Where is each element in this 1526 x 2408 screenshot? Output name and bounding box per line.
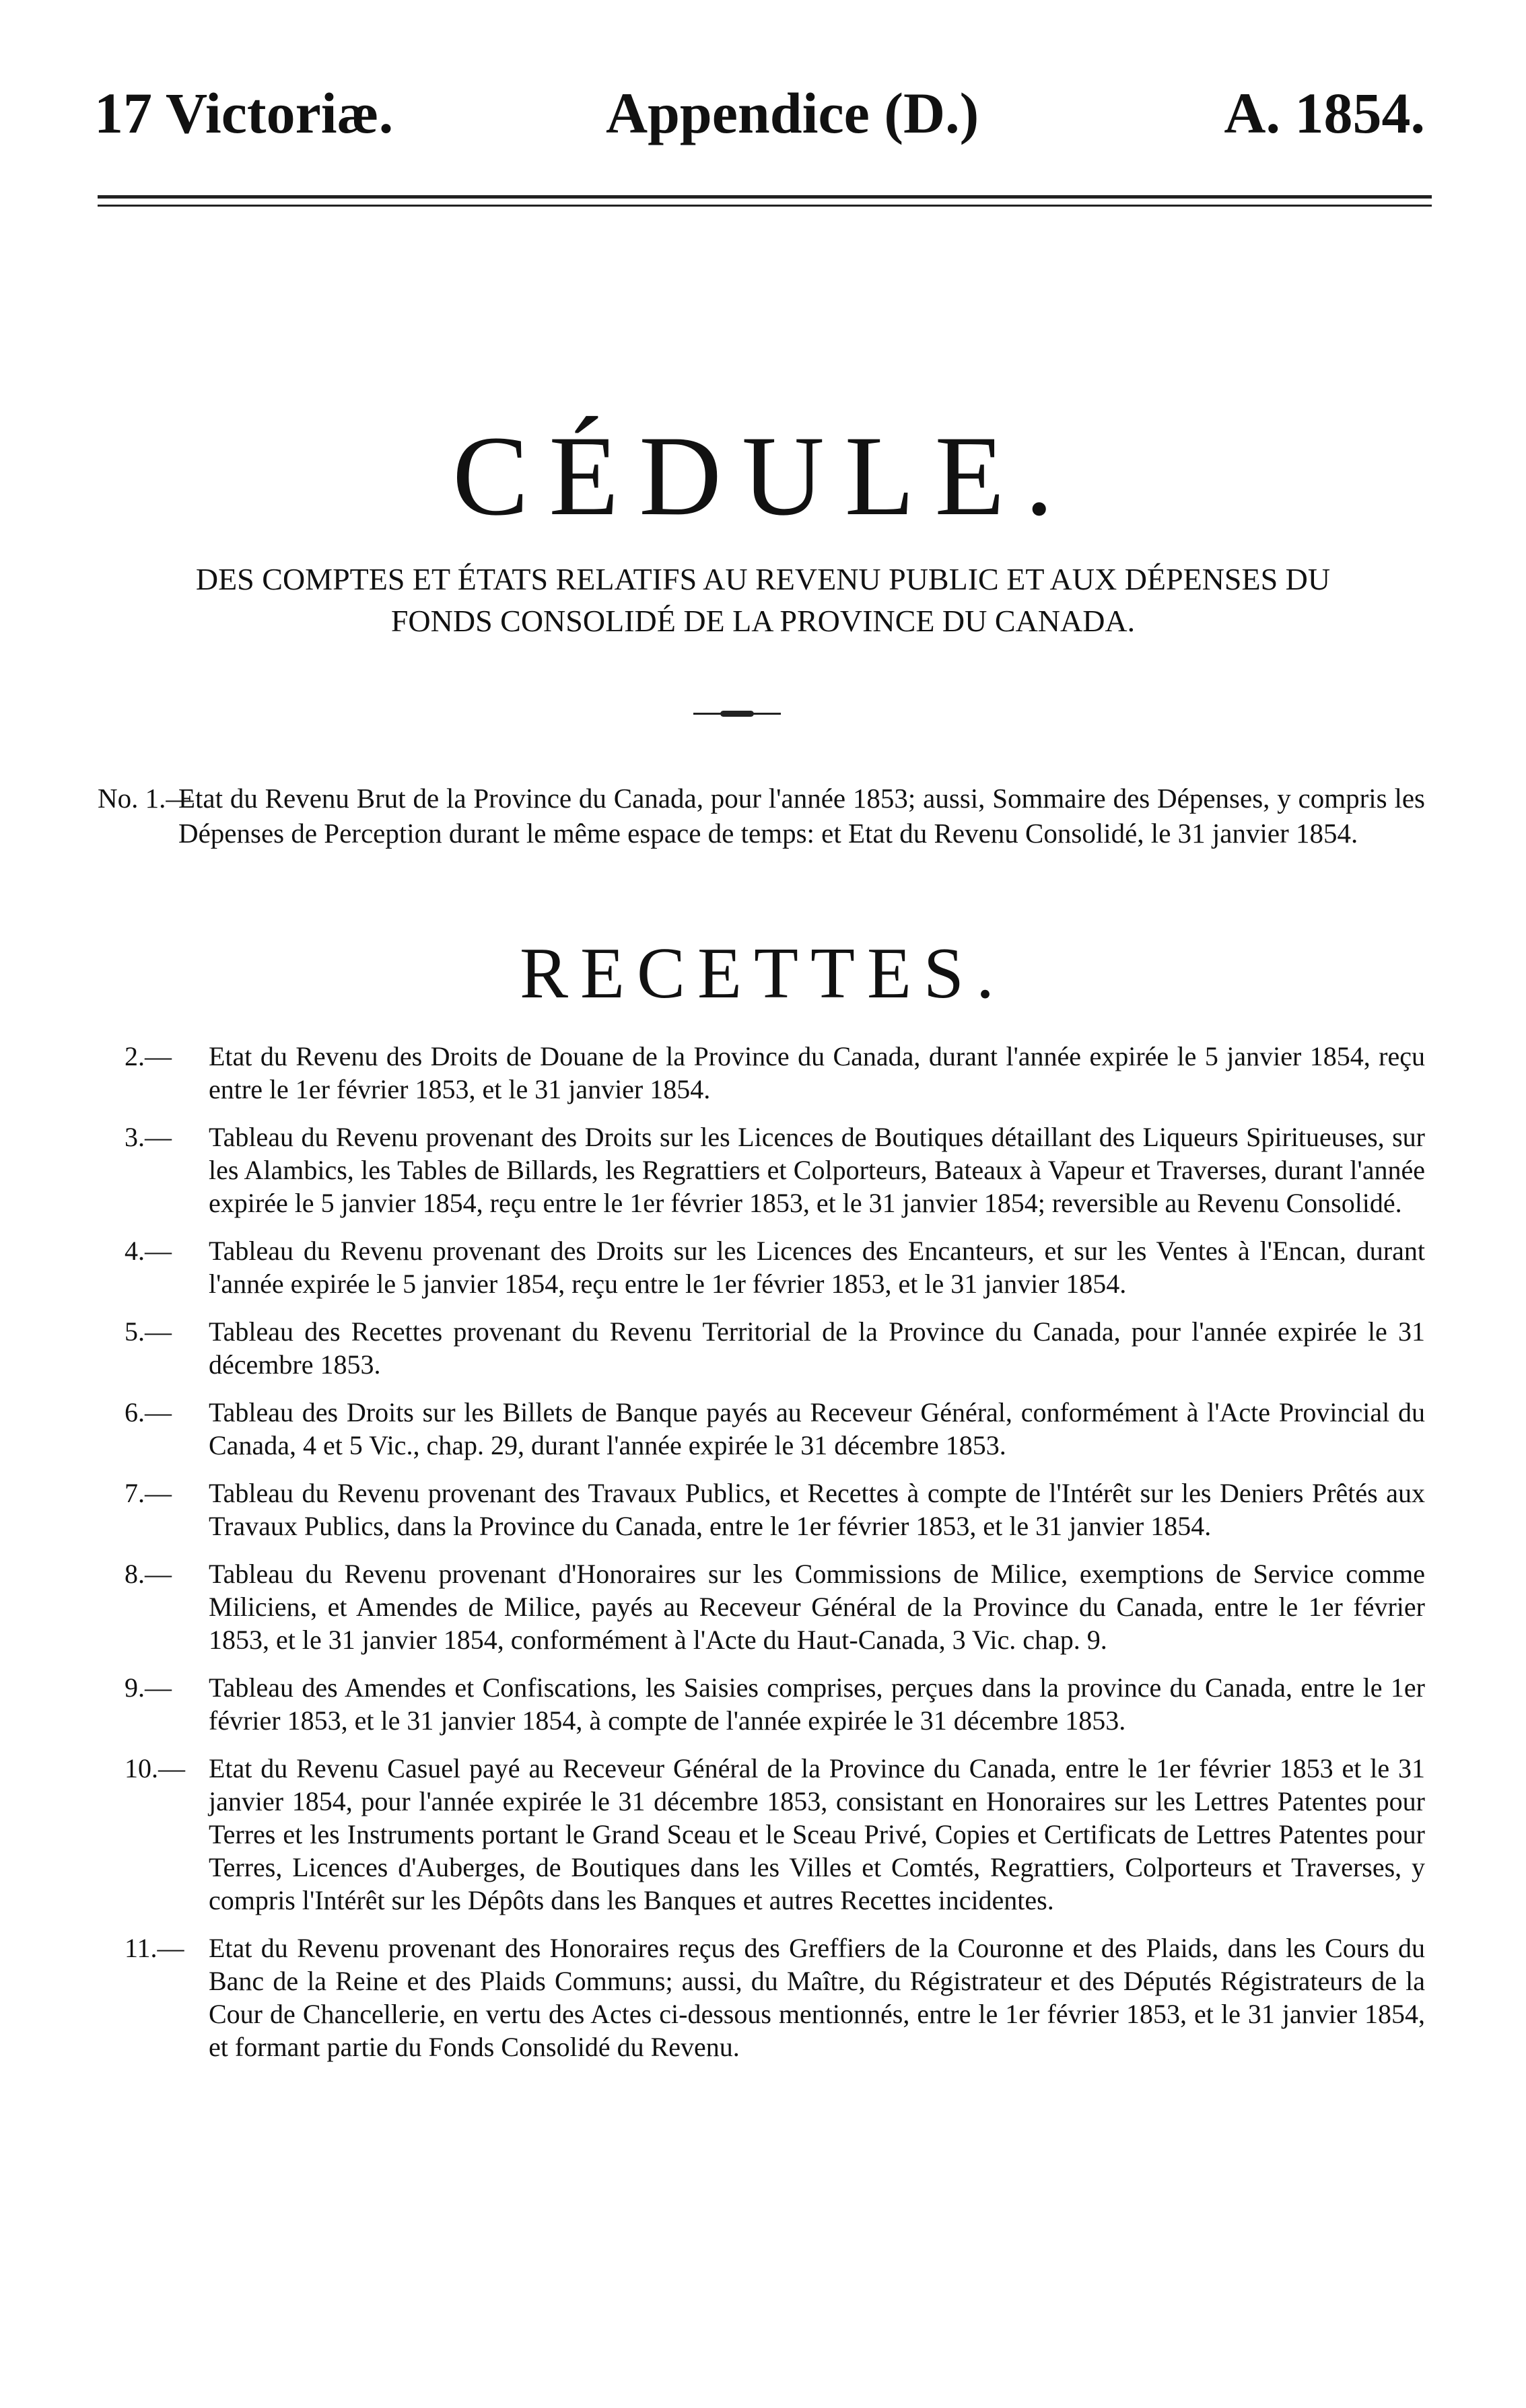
- list-item: [125, 1671, 1425, 1737]
- entries-list: [125, 1040, 1425, 2078]
- item-text: Tableau du Revenu provenant des Travaux Publics, et Recettes à compte de l'Intérêt sur les Deniers Prêtés aux Travaux Publics, dans la Province du Canada, entre le 1er février 1853, et le 31 janvier 1854.: [209, 1478, 1425, 1541]
- page-title: CÉDULE.: [452, 413, 1074, 539]
- item-text: Tableau des Recettes provenant du Revenu Territorial de la Province du Canada, pour l'année expirée le 31 décembre 1853.: [209, 1316, 1425, 1380]
- item-number: 2.—: [125, 1041, 172, 1071]
- item-text: Etat du Revenu provenant des Honoraires reçus des Greffiers de la Couronne et des Plaids, dans les Cours du Banc de la Reine et des Plaids Communs; aussi, du Maître, du Régistrateur et des Députés Régistrateurs de la Cour de Chancellerie, en vertu des Actes ci-dessous mentionnés, entre le 1er février 1853, et le 31 janvier 1854, et formant partie du Fonds Consolidé du Revenu.: [209, 1933, 1425, 2062]
- header-year: A. 1854.: [1224, 81, 1425, 145]
- item-text: Etat du Revenu Casuel payé au Receveur Général de la Province du Canada, entre le 1er février 1853 et le 31 janvier 1854, pour l'année expirée le 31 décembre 1853, consistant en Honoraires sur les Lettres Patentes pour Terres et les Instruments portant le Grand Sceau et le Sceau Privé, Copies et Certificats de Lettres Patentes pour Terres, Licences d'Auberges, de Boutiques dans les Villes et Comtés, Regrattiers, Colporteurs et Traverses, y compris l'Intérêt sur les Dépôts dans les Banques et autres Recettes incidentes.: [209, 1753, 1425, 1915]
- item-number: 7.—: [125, 1478, 172, 1508]
- page-subtitle: [121, 559, 1405, 642]
- item-number: 9.—: [125, 1672, 172, 1703]
- subtitle-line-2: FONDS CONSOLIDÉ DE LA PROVINCE DU CANADA.: [390, 604, 1136, 638]
- ornament-divider: [693, 710, 781, 717]
- header-appendix: Appendice (D.): [606, 81, 979, 145]
- list-item: [125, 1040, 1425, 1106]
- item-text: Etat du Revenu des Droits de Douane de la Province du Canada, durant l'année expirée le 5 janvier 1854, reçu entre le 1er février 1853, et le 31 janvier 1854.: [209, 1041, 1425, 1104]
- item-number: 6.—: [125, 1397, 172, 1427]
- list-item: [125, 1121, 1425, 1219]
- list-item: [125, 1234, 1425, 1300]
- list-item: [125, 1396, 1425, 1462]
- list-item: [125, 1932, 1425, 2063]
- item-number: 3.—: [125, 1122, 172, 1152]
- list-item: [125, 1557, 1425, 1656]
- intro-entry: [98, 781, 1425, 851]
- item-text: Tableau des Droits sur les Billets de Banque payés au Receveur Général, conformément à l'Acte Provincial du Canada, 4 et 5 Vic., chap. 29, durant l'année expirée le 31 décembre 1853.: [209, 1397, 1425, 1460]
- item-text: Tableau du Revenu provenant des Droits sur les Licences des Encanteurs, et sur les Ventes à l'Encan, durant l'année expirée le 5 janvier 1854, reçu entre le 1er février 1853, et le 31 janvier 1854.: [209, 1236, 1425, 1299]
- running-header: [94, 79, 1432, 153]
- item-text: Tableau des Amendes et Confiscations, les Saisies comprises, perçues dans la province du Canada, entre le 1er février 1853, et le 31 janvier 1854, à compte de l'année expirée le 31 décembre 1853.: [209, 1672, 1425, 1736]
- header-rule-thick: [98, 195, 1432, 199]
- header-regnal-year: 17 Victoriæ.: [94, 81, 394, 145]
- item-text: Tableau du Revenu provenant d'Honoraires sur les Commissions de Milice, exemptions de Service comme Miliciens, et Amendes de Milice, payés au Receveur Général de la Province du Canada, entre le 1er février 1853, et le 31 janvier 1854, conformément à l'Acte du Haut-Canada, 3 Vic. chap. 9.: [209, 1559, 1425, 1655]
- item-number: 10.—: [125, 1753, 185, 1783]
- intro-text: Etat du Revenu Brut de la Province du Canada, pour l'année 1853; aussi, Sommaire des Dépenses, y compris les Dépenses de Perception durant le même espace de temps: et Etat du Revenu Consolidé, le 31 janvier 1854.: [178, 783, 1425, 849]
- item-number: 8.—: [125, 1559, 172, 1589]
- list-item: [125, 1477, 1425, 1543]
- item-number: 4.—: [125, 1236, 172, 1266]
- item-text: Tableau du Revenu provenant des Droits sur les Licences de Boutiques détaillant des Liqueurs Spiritueuses, sur les Alambics, les Tables de Billards, les Regrattiers et Colporteurs, Bateaux à Vapeur et Traverses, durant l'année expirée le 5 janvier 1854, reçu entre le 1er février 1853, et le 31 janvier 1854; reversible au Revenu Consolidé.: [209, 1122, 1425, 1218]
- header-rule-thin: [98, 205, 1432, 207]
- subtitle-line-1: DES COMPTES ET ÉTATS RELATIFS AU REVENU PUBLIC ET AUX DÉPENSES DU: [195, 562, 1331, 596]
- intro-number: No. 1.—: [98, 783, 194, 814]
- item-number: 5.—: [125, 1316, 172, 1347]
- section-title: RECETTES.: [520, 933, 1006, 1014]
- item-number: 11.—: [125, 1933, 184, 1963]
- list-item: [125, 1752, 1425, 1917]
- list-item: [125, 1315, 1425, 1381]
